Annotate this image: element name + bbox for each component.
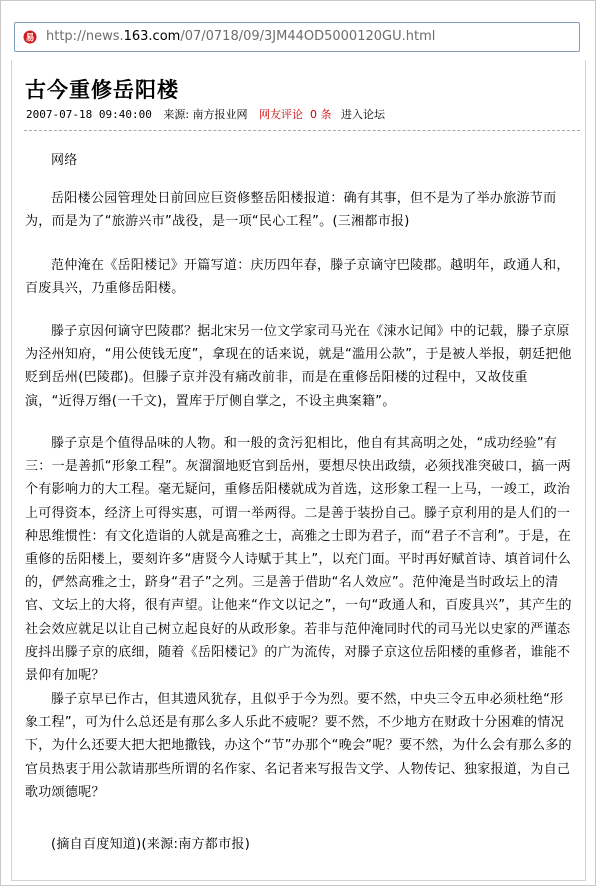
url-path: /07/0718/09/3JM44OD5000120GU.html [180,29,436,44]
comments-link[interactable] [259,108,332,121]
comments-count: 0 [310,108,318,121]
paragraph: 范仲淹在《岳阳楼记》开篇写道：庆历四年春，滕子京谪守巴陵郡。越明年，政通人和，百废具兴，乃重修岳阳楼。 [25,258,570,297]
url-text[interactable] [46,29,435,44]
comments-label: 网友评论 [259,108,304,121]
article-source: 来源: 南方报业网 [163,108,248,121]
comments-unit: 条 [320,108,332,121]
paragraph-source: (摘自百度知道)(来源:南方都市报) [51,837,251,852]
article-title: 古今重修岳阳楼 [25,77,179,102]
paragraph: 滕子京是个值得品味的人物。和一般的贪污犯相比，他自有其高明之处，“成功经验”有三：一是善抓“形象工程”。灰溜溜地贬官到岳州，要想尽快出政绩，必须找准突破口，搞一两个有影响力的大工程。毫无疑问，重修岳阳楼就成为首选，这形象工程一上马，一竣工，政治上可得资本，经济上可得实惠，可谓一举两得。二是善于装扮自己。滕子京利用的是人们的一种思维惯性：有文化造诣的人就是高雅之士，高雅之士即为君子，而“君子不言利”。于是，在重修的岳阳楼上，要刻许多“唐贤今人诗赋于其上”，以充门面。平时再好赋首诗、填首词什么的，俨然高雅之士，跻身“君子”之列。三是善于借助“名人效应”。范仲淹是当时政坛上的清官、文坛上的大将，很有声望。让他来“作文以记之”，一句“政通人和，百废具兴”，其产生的社会效应就足以让自己树立起良好的从政形象。若非与范仲淹同时代的司马光以史家的严谨态度抖出滕子京的底细，随着《岳阳楼记》的广为流传，对滕子京这位岳阳楼的重修者，谁能不景仰有加呢？ [25,436,572,684]
paragraph: 滕子京早已作古，但其遗风犹存，且似乎于今为烈。要不然，中央三令五申必须杜绝“形象工程”，可为什么总还是有那么多人乐此不疲呢？要不然，不少地方在财政十分困难的情况下，为什么还要大把大把地撒钱，办这个“节”办那个“晚会”呢？要不然，为什么会有那么多的官员热衷于用公款请那些所谓的名作家、名记者来写报告文学、人物传记、独家报道，为自己歌功颂德呢？ [25,692,572,800]
url-prefix: http://news. [46,29,124,44]
forum-link[interactable]: 进入论坛 [341,108,386,121]
divider [24,130,580,131]
url-host: 163.com [123,29,181,44]
publish-datetime: 2007-07-18 09:40:00 [26,108,152,121]
paragraph: 滕子京因何谪守巴陵郡？据北宋另一位文学家司马光在《涑水记闻》中的记载，滕子京原为泾州知府，“用公使钱无度”，拿现在的话来说，就是“滥用公款”，于是被人举报，朝廷把他贬到岳州(巴陵郡)。但滕子京并没有痛改前非，而是在重修岳阳楼的过程中，又故伎重演，“近得万缗(一千文)，置库于厅侧自掌之，不设主典案籍”。 [25,324,572,409]
address-bar[interactable] [14,22,580,52]
svg-text:易: 易 [25,33,35,44]
article-meta [26,106,385,122]
paragraph-byline: 网络 [51,153,78,168]
paragraph: 岳阳楼公园管理处日前回应巨资修整岳阳楼报道：确有其事，但不是为了举办旅游节而为，而是为了“旅游兴市”战役，是一项“民心工程”。(三湘都市报) [25,191,557,230]
netease-favicon-icon [22,29,38,45]
